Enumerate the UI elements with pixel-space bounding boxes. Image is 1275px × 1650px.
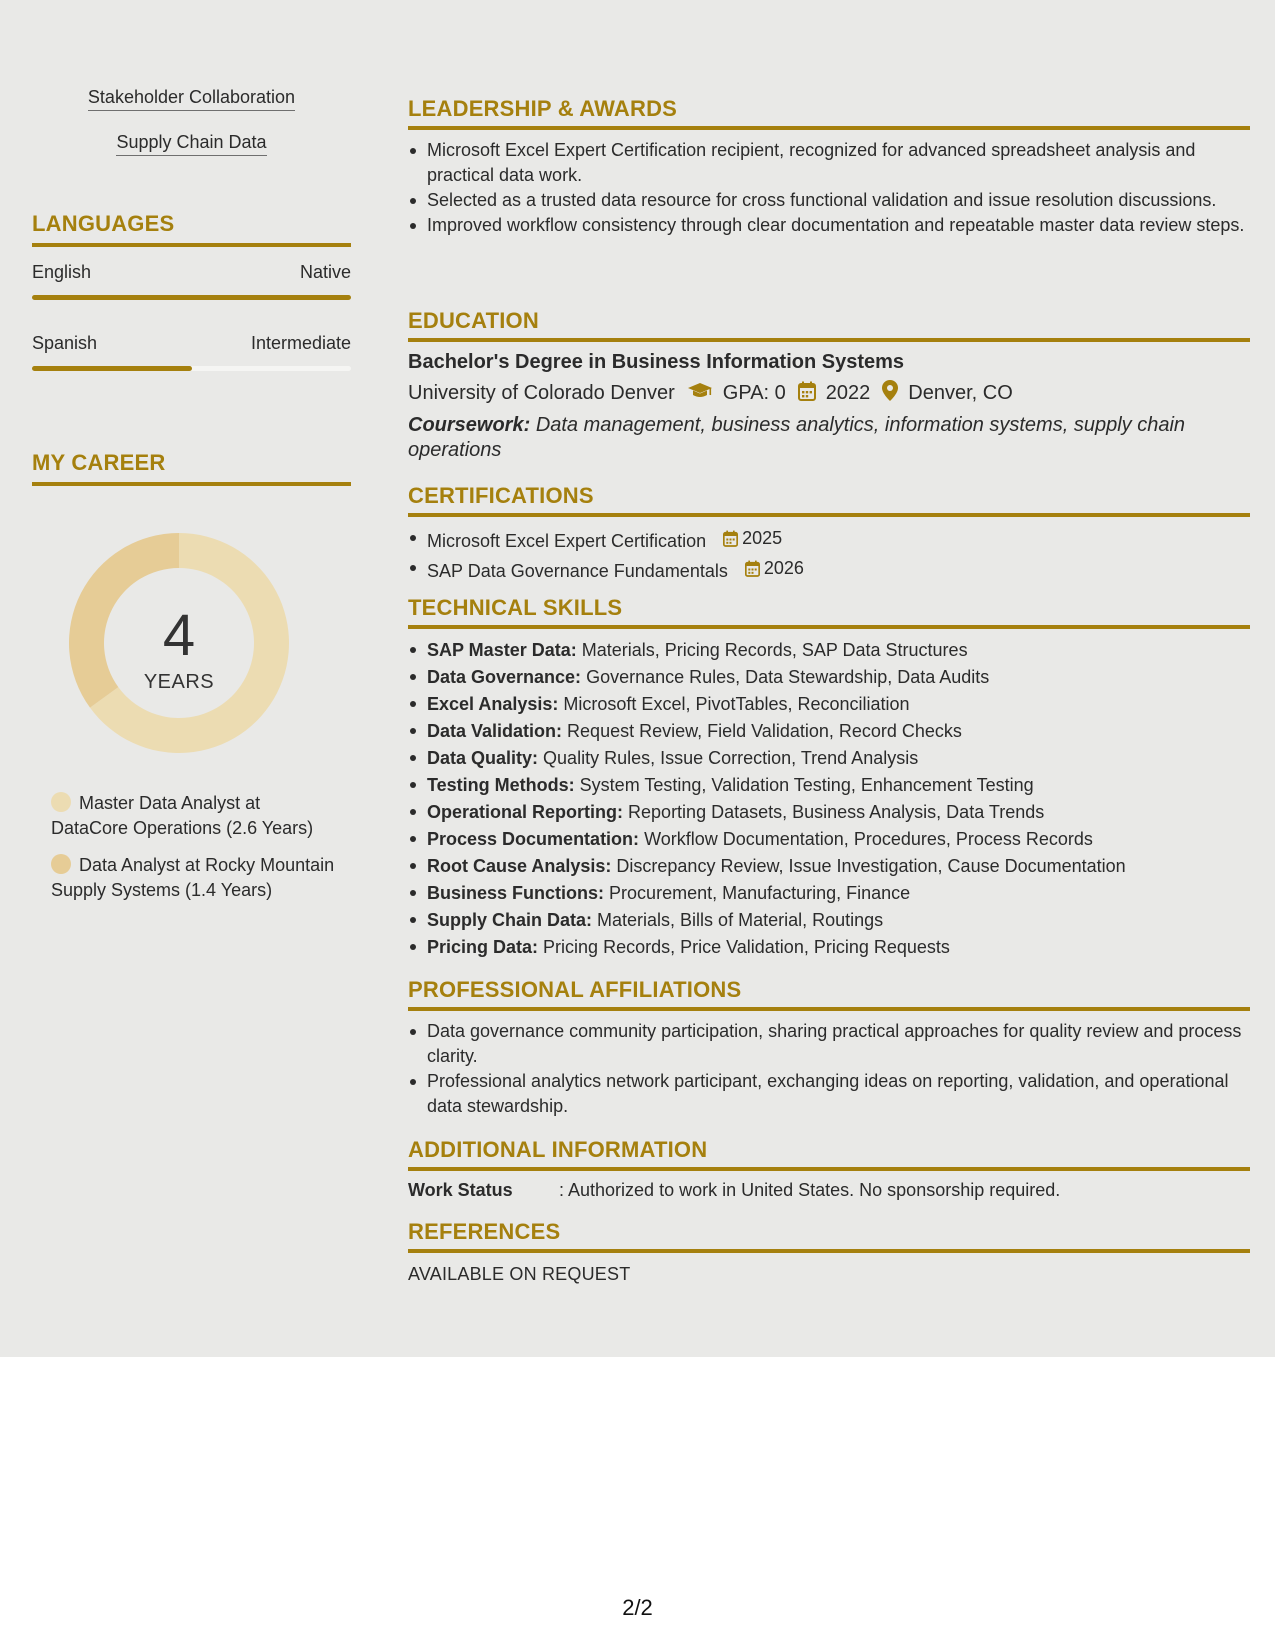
list-item: Professional analytics network participant, exchanging ideas on reporting, validation, and operational data stewardship. <box>408 1069 1250 1119</box>
skill-item <box>408 907 1250 934</box>
skill-values: Materials, Pricing Records, SAP Data Structures <box>581 640 968 660</box>
skill-item <box>408 853 1250 880</box>
skill-category: Testing Methods: <box>427 775 575 795</box>
skill-category: Excel Analysis: <box>427 694 559 714</box>
skill-values: Pricing Records, Price Validation, Pricing Requests <box>543 937 950 957</box>
career-section <box>32 450 351 486</box>
list-item: Improved workflow consistency through clear documentation and repeatable master data review steps. <box>408 213 1250 238</box>
skill-item <box>408 718 1250 745</box>
skill-category: Pricing Data: <box>427 937 539 957</box>
legend-label: Master Data Analyst at DataCore Operations (2.6 Years) <box>51 793 314 838</box>
certification-year: 2026 <box>763 558 804 578</box>
career-total-years: 4 <box>162 603 196 668</box>
calendar-icon <box>798 381 816 407</box>
legend-dot <box>51 792 71 812</box>
language-row <box>32 262 351 283</box>
education-details <box>408 380 1250 407</box>
school-name: University of Colorado Denver <box>408 382 675 404</box>
skill-tag-label: Stakeholder Collaboration <box>88 87 295 111</box>
language-row <box>32 333 351 354</box>
certification-name: Microsoft Excel Expert Certification <box>427 531 707 551</box>
language-bar <box>32 295 351 300</box>
skill-values: Governance Rules, Data Stewardship, Data Audits <box>586 667 990 687</box>
legend-dot <box>51 854 71 874</box>
section-rule <box>408 1249 1250 1253</box>
section-heading: LANGUAGES <box>32 211 175 236</box>
section-heading: MY CAREER <box>32 450 166 475</box>
section-heading: REFERENCES <box>408 1219 561 1244</box>
calendar-icon <box>723 530 738 547</box>
section-heading: EDUCATION <box>408 308 539 333</box>
language-name: English <box>32 262 92 282</box>
career-legend-item <box>51 853 341 903</box>
skill-values: Request Review, Field Validation, Record Checks <box>567 721 962 741</box>
certification-item <box>408 525 1250 555</box>
additional-info-section <box>408 1136 1250 1201</box>
skill-values: Workflow Documentation, Procedures, Process Records <box>644 829 1093 849</box>
affiliations-section <box>408 976 1250 1119</box>
donut-center <box>67 603 291 694</box>
skill-category: Supply Chain Data: <box>427 910 593 930</box>
skill-category: Business Functions: <box>427 883 605 903</box>
skill-item <box>408 745 1250 772</box>
list-item: Selected as a trusted data resource for cross functional validation and issue resolution discussions. <box>408 188 1250 213</box>
skill-values: Discrepancy Review, Issue Investigation, Cause Documentation <box>616 856 1126 876</box>
career-total-unit: YEARS <box>143 671 215 693</box>
skill-category: Process Documentation: <box>427 829 640 849</box>
degree-title: Bachelor's Degree in Business Information Systems <box>408 351 905 373</box>
skill-values: Materials, Bills of Material, Routings <box>597 910 884 930</box>
work-status-row <box>408 1180 1250 1201</box>
skill-category: Root Cause Analysis: <box>427 856 612 876</box>
skill-item <box>408 691 1250 718</box>
certification-item <box>408 555 1250 585</box>
references-text: AVAILABLE ON REQUEST <box>408 1264 631 1284</box>
language-level: Native <box>299 262 351 282</box>
section-rule <box>32 482 351 486</box>
skill-item <box>408 934 1250 961</box>
language-name: Spanish <box>32 333 98 353</box>
list-item: Data governance community participation, sharing practical approaches for quality review and process clarity. <box>408 1019 1250 1069</box>
skill-values: Procurement, Manufacturing, Finance <box>609 883 911 903</box>
references-section <box>408 1218 1250 1285</box>
language-level: Intermediate <box>250 333 351 353</box>
location-pin-icon <box>882 380 898 407</box>
work-status-label: Work Status <box>408 1180 513 1200</box>
section-rule <box>32 243 351 247</box>
skill-item <box>408 880 1250 907</box>
leadership-list <box>408 138 1250 238</box>
skill-category: SAP Master Data: <box>427 640 577 660</box>
section-heading: CERTIFICATIONS <box>408 483 594 508</box>
skill-category: Operational Reporting: <box>427 802 624 822</box>
certifications-section <box>408 482 1250 585</box>
graduation-year: 2022 <box>825 382 871 404</box>
skill-values: System Testing, Validation Testing, Enhancement Testing <box>579 775 1034 795</box>
certification-date <box>745 555 804 582</box>
skill-values: Quality Rules, Issue Correction, Trend Analysis <box>543 748 919 768</box>
graduation-cap-icon <box>687 382 713 406</box>
career-donut-chart <box>67 531 291 755</box>
skill-item <box>408 637 1250 664</box>
skill-item <box>408 772 1250 799</box>
certification-name: SAP Data Governance Fundamentals <box>427 561 728 581</box>
coursework-label: Coursework: <box>408 414 531 436</box>
legend-label: Data Analyst at Rocky Mountain Supply Systems (1.4 Years) <box>51 855 335 900</box>
language-bar <box>32 366 351 371</box>
leadership-section <box>408 95 1250 238</box>
skill-category: Data Governance: <box>427 667 582 687</box>
education-section <box>408 307 1250 463</box>
career-legend-item <box>51 791 341 841</box>
certifications-list <box>408 525 1250 585</box>
language-bar-fill <box>32 366 192 371</box>
language-bar-fill <box>32 295 351 300</box>
section-rule <box>408 126 1250 130</box>
technical-skills-list <box>408 637 1250 961</box>
section-rule <box>408 1007 1250 1011</box>
skill-tag <box>32 132 351 156</box>
section-rule <box>408 513 1250 517</box>
list-item: Microsoft Excel Expert Certification recipient, recognized for advanced spreadsheet analysis and practical data work. <box>408 138 1250 188</box>
affiliations-list <box>408 1019 1250 1119</box>
work-status-value: : Authorized to work in United States. No sponsorship required. <box>559 1180 1061 1200</box>
skill-item <box>408 799 1250 826</box>
skill-item <box>408 826 1250 853</box>
skill-category: Data Validation: <box>427 721 563 741</box>
certification-date <box>723 525 782 552</box>
section-heading: TECHNICAL SKILLS <box>408 595 623 620</box>
section-rule <box>408 1167 1250 1171</box>
technical-skills-section <box>408 594 1250 961</box>
languages-section <box>32 211 351 371</box>
gpa: GPA: 0 <box>722 382 786 404</box>
skill-tag <box>32 87 351 111</box>
coursework-text: Data management, business analytics, information systems, supply chain operations <box>408 414 1186 461</box>
skill-item <box>408 664 1250 691</box>
skill-values: Microsoft Excel, PivotTables, Reconciliation <box>563 694 910 714</box>
section-rule <box>408 625 1250 629</box>
section-rule <box>408 338 1250 342</box>
skill-category: Data Quality: <box>427 748 539 768</box>
coursework <box>408 413 1250 463</box>
skill-values: Reporting Datasets, Business Analysis, Data Trends <box>628 802 1045 822</box>
skill-tag-label: Supply Chain Data <box>116 132 266 156</box>
calendar-icon <box>745 560 760 577</box>
certification-year: 2025 <box>742 528 783 548</box>
section-heading: PROFESSIONAL AFFILIATIONS <box>408 977 742 1002</box>
section-heading: LEADERSHIP & AWARDS <box>408 96 678 121</box>
section-heading: ADDITIONAL INFORMATION <box>408 1137 708 1162</box>
page-number: 2/2 <box>622 1595 653 1620</box>
school-location: Denver, CO <box>908 382 1013 404</box>
